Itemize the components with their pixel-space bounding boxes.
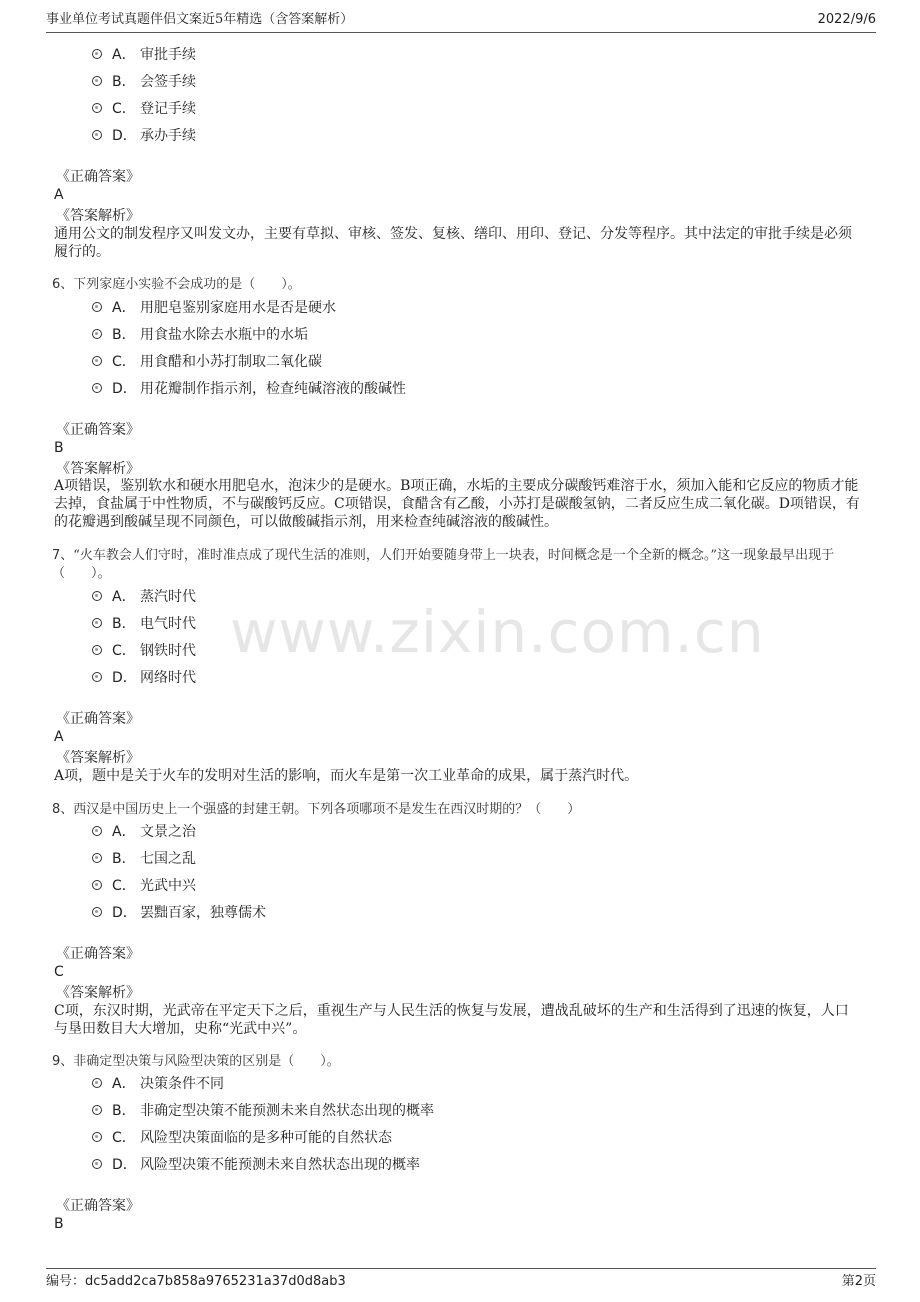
q9-option-d[interactable]: D． 风险型决策不能预测未来自然状态出现的概率	[92, 1154, 420, 1176]
q9-option-b[interactable]: B． 非确定型决策不能预测未来自然状态出现的概率	[92, 1100, 434, 1122]
radio-icon[interactable]	[92, 329, 102, 339]
radio-icon[interactable]	[92, 302, 102, 312]
answer-analysis-label: 《答案解析》	[56, 208, 140, 224]
radio-icon[interactable]	[92, 76, 102, 86]
q7-option-a[interactable]: A． 蒸汽时代	[92, 586, 196, 608]
q8-option-c[interactable]: C． 光武中兴	[92, 875, 196, 897]
watermark: www.zixin.com.cn	[230, 598, 765, 666]
answer-analysis-label: 《答案解析》	[56, 985, 140, 1001]
q8-option-a[interactable]: A． 文景之治	[92, 821, 196, 843]
correct-answer-label: 《正确答案》	[56, 711, 140, 727]
q5-option-c[interactable]: C． 登记手续	[92, 98, 196, 120]
radio-icon[interactable]	[92, 618, 102, 628]
q6-option-a[interactable]: A． 用肥皂鉴别家庭用水是否是硬水	[92, 297, 336, 319]
document-date: 2022/9/6	[817, 12, 876, 27]
question-7: 7、“火车教会人们守时，准时准点成了现代生活的准则，人们开始要随身带上一块表，时间概念是一个全新的概念。”这一现象最早出现于（ ）。	[52, 548, 835, 581]
q9-option-c[interactable]: C． 风险型决策面临的是多种可能的自然状态	[92, 1127, 392, 1149]
q8-analysis: C项，东汉时期，光武帝在平定天下之后，重视生产与人民生活的恢复与发展，遭战乱破坏的生产和生活得到了迅速的恢复，人口与垦田数目大大增加，史称“光武中兴”。	[54, 1003, 849, 1037]
q8-option-b[interactable]: B． 七国之乱	[92, 848, 196, 870]
q5-option-b[interactable]: B． 会签手续	[92, 71, 196, 93]
q6-analysis: A项错误，鉴别软水和硬水用肥皂水，泡沫少的是硬水。B项正确，水垢的主要成分碳酸钙难溶于水，须加入能和它反应的物质才能去掉，食盐属于中性物质，不与碳酸钙反应。C项错误，食醋含有乙酸，小苏打是碳酸氢钠，二者反应生成二氧化碳。D项错误，有的花瓣遇到酸碱呈现不同颜色，可以做酸碱指示剂，用来检查纯碱溶液的酸碱性。	[54, 478, 860, 530]
correct-answer-label: 《正确答案》	[56, 1198, 140, 1214]
q7-option-d[interactable]: D． 网络时代	[92, 667, 196, 689]
question-9: 9、非确定型决策与风险型决策的区别是（ ）。	[52, 1054, 340, 1069]
radio-icon[interactable]	[92, 672, 102, 682]
page-number: 第2页	[841, 1274, 876, 1289]
radio-icon[interactable]	[92, 103, 102, 113]
question-8: 8、西汉是中国历史上一个强盛的封建王朝。下列各项哪项不是发生在西汉时期的？（ ）	[52, 802, 581, 817]
q6-option-b[interactable]: B． 用食盐水除去水瓶中的水垢	[92, 324, 308, 346]
radio-icon[interactable]	[92, 880, 102, 890]
q5-option-a[interactable]: A． 审批手续	[92, 44, 196, 66]
answer-analysis-label: 《答案解析》	[56, 461, 140, 477]
question-6: 6、下列家庭小实验不会成功的是（ ）。	[52, 277, 301, 292]
document-title: 事业单位考试真题伴侣文案近5年精选（含答案解析）	[46, 12, 354, 27]
q5-option-d[interactable]: D． 承办手续	[92, 125, 196, 147]
radio-icon[interactable]	[92, 1078, 102, 1088]
q6-option-d[interactable]: D． 用花瓣制作指示剂，检查纯碱溶液的酸碱性	[92, 378, 406, 400]
page-header	[46, 10, 876, 33]
q6-answer: B	[54, 440, 64, 456]
q5-answer: A	[54, 187, 64, 203]
radio-icon[interactable]	[92, 826, 102, 836]
radio-icon[interactable]	[92, 1105, 102, 1115]
q6-option-c[interactable]: C． 用食醋和小苏打制取二氧化碳	[92, 351, 322, 373]
q8-option-d[interactable]: D． 罢黜百家，独尊儒术	[92, 902, 266, 924]
q7-option-b[interactable]: B． 电气时代	[92, 613, 196, 635]
radio-icon[interactable]	[92, 907, 102, 917]
radio-icon[interactable]	[92, 591, 102, 601]
document-code: 编号：dc5add2ca7b858a9765231a37d0d8ab3	[46, 1274, 346, 1289]
q8-answer: C	[54, 964, 64, 980]
q9-option-a[interactable]: A． 决策条件不同	[92, 1073, 224, 1095]
correct-answer-label: 《正确答案》	[56, 422, 140, 438]
q7-answer: A	[54, 729, 64, 745]
radio-icon[interactable]	[92, 853, 102, 863]
q5-analysis: 通用公文的制发程序又叫发文办，主要有草拟、审核、签发、复核、缮印、用印、登记、分发等程序。其中法定的审批手续是必须履行的。	[54, 226, 852, 260]
radio-icon[interactable]	[92, 383, 102, 393]
radio-icon[interactable]	[92, 49, 102, 59]
radio-icon[interactable]	[92, 356, 102, 366]
q7-option-c[interactable]: C． 钢铁时代	[92, 640, 196, 662]
correct-answer-label: 《正确答案》	[56, 169, 140, 185]
q9-answer: B	[54, 1216, 64, 1232]
radio-icon[interactable]	[92, 1132, 102, 1142]
answer-analysis-label: 《答案解析》	[56, 750, 140, 766]
radio-icon[interactable]	[92, 1159, 102, 1169]
radio-icon[interactable]	[92, 130, 102, 140]
q7-analysis: A项，题中是关于火车的发明对生活的影响，而火车是第一次工业革命的成果，属于蒸汽时代。	[54, 768, 639, 784]
correct-answer-label: 《正确答案》	[56, 946, 140, 962]
page-footer	[46, 1268, 876, 1293]
radio-icon[interactable]	[92, 645, 102, 655]
